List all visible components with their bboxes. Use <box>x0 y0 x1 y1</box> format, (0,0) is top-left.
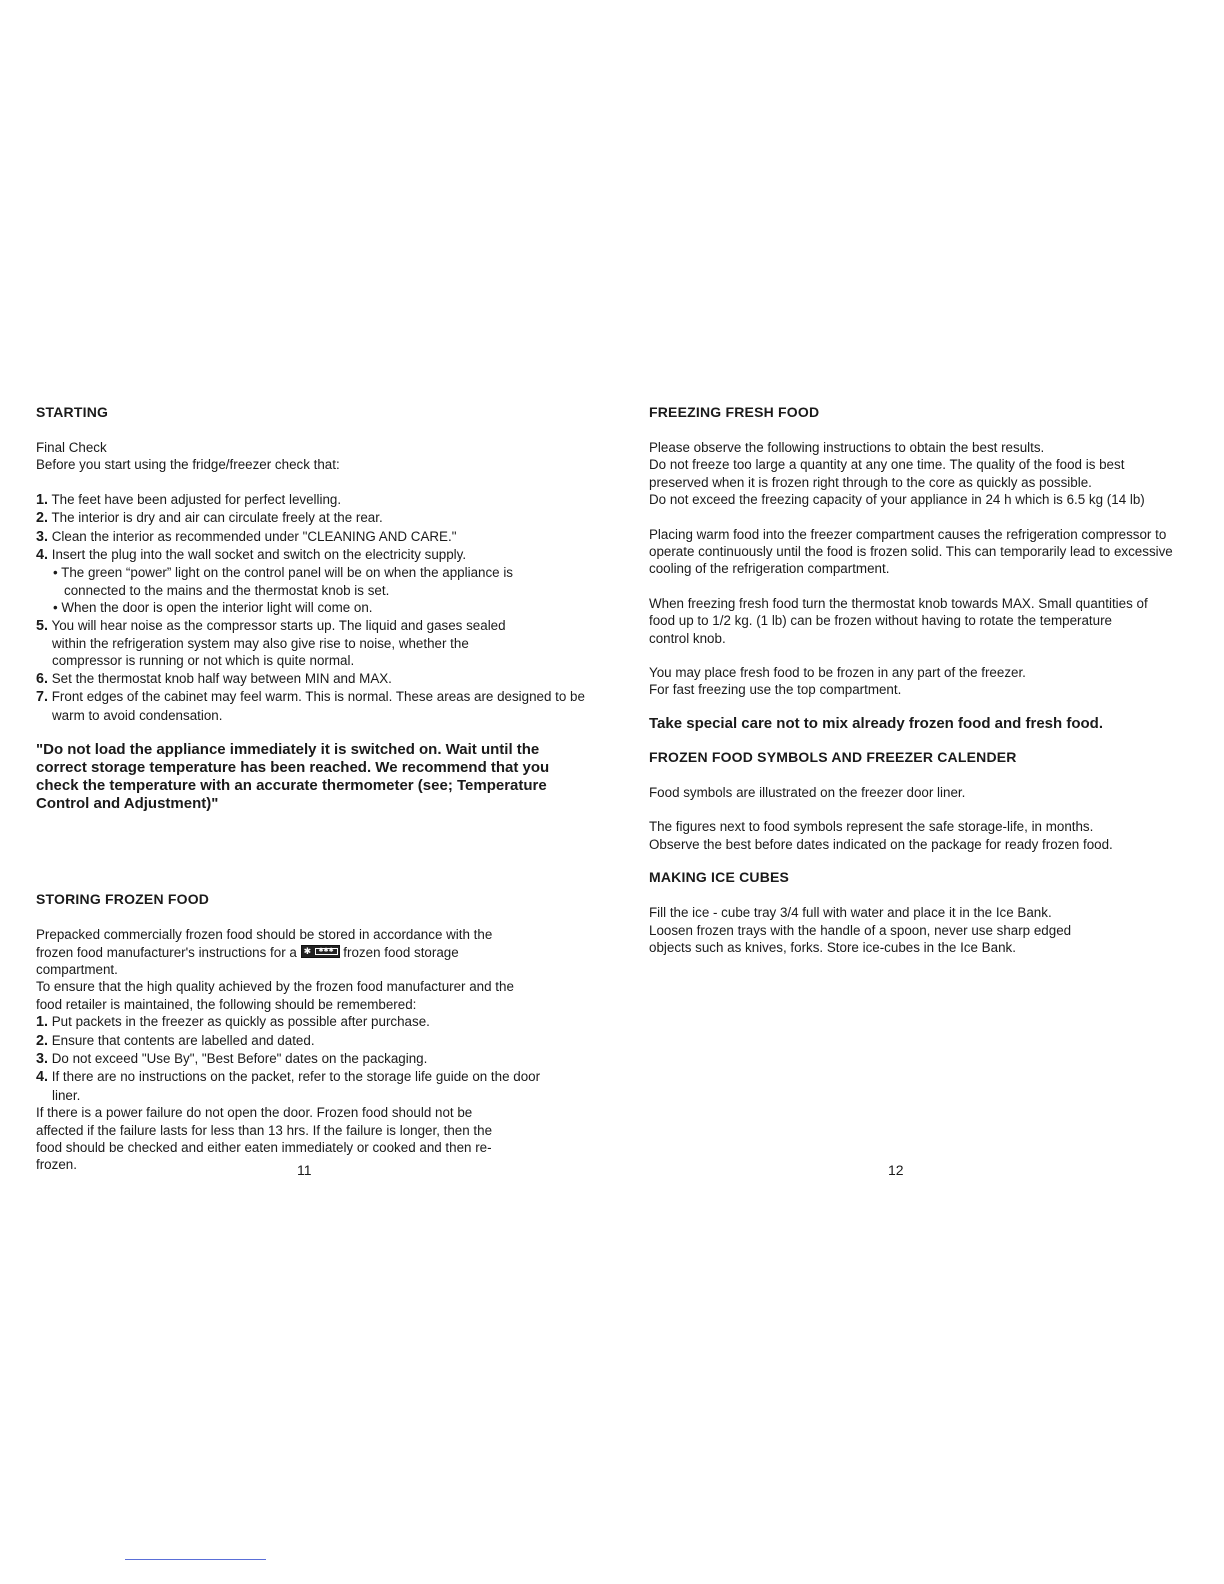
bottom-rule <box>125 1559 266 1560</box>
storing-paragraph-2: To ensure that the high quality achieved by the frozen food manufacturer and the food retailer is maintained, the following should be remembered: <box>36 979 514 1012</box>
bullet-item: • The green “power” light on the control panel will be on when the appliance is connected to the mains and the thermostat knob is set. <box>53 565 514 598</box>
bullet-item: • When the door is open the interior light will come on. <box>53 600 373 616</box>
list-item: 1. Put packets in the freezer as quickly as possible after purchase. <box>36 1014 430 1031</box>
list-item: 6. Set the thermostat knob half way between MIN and MAX. <box>36 670 392 687</box>
mix-warning: Take special care not to mix already frozen food and fresh food. <box>649 714 1103 732</box>
freezer-star-rating-icon: ✱ ✱✱✱ <box>301 945 340 958</box>
freezing-paragraph-4b: For fast freezing use the top compartment. <box>649 682 902 698</box>
storing-paragraph-3: If there is a power failure do not open the door. Frozen food should not be affected if the failure lasts for less than 13 hrs. If the failure is longer, then the food should be checked and either eaten immediately or cooked and then re-frozen. <box>36 1105 493 1173</box>
list-item: 3. Do not exceed "Use By", "Best Before" dates on the packaging. <box>36 1050 428 1067</box>
storing-paragraph-1: Prepacked commercially frozen food should be stored in accordance with the frozen food manufacturer's instructions for a ✱ ✱✱✱ frozen food storage compartment. <box>36 927 493 977</box>
freezing-line-3: Do not exceed the freezing capacity of your appliance in 24 h which is 6.5 kg (14 lb) <box>649 492 1145 508</box>
freezing-line-1: Please observe the following instructions to obtain the best results. <box>649 440 1045 455</box>
freezing-line-2: Do not freeze too large a quantity at any one time. The quality of the food is best preserved when it is frozen right through to the core as quickly as possible. <box>649 457 1125 490</box>
starting-intro: Before you start using the fridge/freezer check that: <box>36 457 340 473</box>
list-item: 1. The feet have been adjusted for perfect levelling. <box>36 491 342 508</box>
ice-heading: MAKING ICE CUBES <box>649 869 790 886</box>
symbols-paragraph-2a: The figures next to food symbols represent the safe storage-life, in months. <box>649 819 1094 835</box>
list-item: 2. Ensure that contents are labelled and dated. <box>36 1032 315 1049</box>
page-number-12: 12 <box>888 1162 904 1178</box>
page-number-11: 11 <box>297 1162 312 1178</box>
freezing-paragraph-4a: You may place fresh food to be frozen in any part of the freezer. <box>649 665 1026 681</box>
right-page <box>649 402 1194 956</box>
list-item: 7. Front edges of the cabinet may feel warm. This is normal. These areas are designed to be warm to avoid condensation. <box>36 689 585 723</box>
list-item: 4. Insert the plug into the wall socket and switch on the electricity supply. <box>36 547 467 564</box>
ice-paragraph: Fill the ice - cube tray 3/4 full with water and place it in the Ice Bank. Loosen frozen trays with the handle of a spoon, never use sharp edged objects such as knives, forks. Store ice-cubes in the Ice Bank. <box>649 905 1072 955</box>
symbols-paragraph-1: Food symbols are illustrated on the freezer door liner. <box>649 784 966 800</box>
freezing-paragraph-2: Placing warm food into the freezer compartment causes the refrigeration compressor to operate continuously until the food is frozen solid. This can temporarily lead to excessive cooling of the refrigeration compartment. <box>649 526 1173 577</box>
starting-heading: STARTING <box>36 404 109 420</box>
freezing-paragraph-3: When freezing fresh food turn the thermostat knob towards MAX. Small quantities of food up to 1/2 kg. (1 lb) can be frozen without having to rotate the temperature control knob. <box>649 595 1148 646</box>
list-item: 3. Clean the interior as recommended under "CLEANING AND CARE." <box>36 528 457 545</box>
list-item: 5. You will hear noise as the compressor starts up. The liquid and gases sealed within the refrigeration system may also give rise to noise, whether the compressor is running or not which is quite normal. <box>36 617 506 669</box>
load-warning: "Do not load the appliance immediately it is switched on. Wait until the correct storage temperature has been reached. We recommend that you check the temperature with an accurate thermometer (see; Temperature Control and Adjustment)" <box>36 741 550 813</box>
freezing-heading: FREEZING FRESH FOOD <box>649 404 820 420</box>
list-item: 2. The interior is dry and air can circulate freely at the rear. <box>36 510 383 527</box>
symbols-paragraph-2b: Observe the best before dates indicated on the package for ready frozen food. <box>649 836 1113 852</box>
symbols-heading: FROZEN FOOD SYMBOLS AND FREEZER CALENDER <box>649 748 1017 765</box>
storing-heading: STORING FROZEN FOOD <box>36 891 210 908</box>
list-item: 4. If there are no instructions on the packet, refer to the storage life guide on the door liner. <box>36 1069 541 1103</box>
final-check-label: Final Check <box>36 440 107 455</box>
left-page <box>36 402 606 1174</box>
